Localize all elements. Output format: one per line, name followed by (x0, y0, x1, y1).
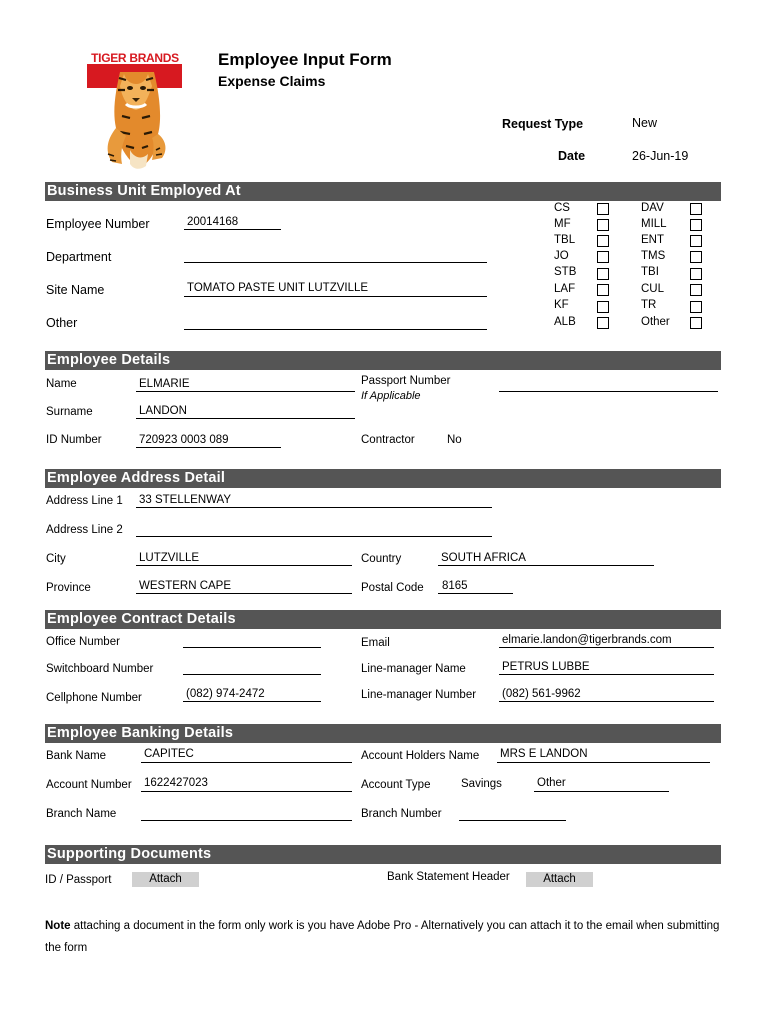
section-contract: Employee Contract Details (45, 610, 721, 629)
unit-label-ent: ENT (641, 234, 664, 246)
unit-checkbox-kf[interactable] (597, 301, 609, 313)
section-employee-details: Employee Details (45, 351, 721, 370)
account-number-underline (141, 791, 352, 792)
site-name-field[interactable]: TOMATO PASTE UNIT LUTZVILLE (187, 282, 369, 294)
postal-code-field[interactable]: 8165 (442, 580, 468, 592)
account-type-other-underline (534, 791, 669, 792)
unit-checkbox-tms[interactable] (690, 251, 702, 263)
email-underline (499, 647, 714, 648)
address-line1-label: Address Line 1 (46, 495, 123, 507)
bank-name-underline (141, 762, 352, 763)
city-underline (136, 565, 352, 566)
employee-number-label: Employee Number (46, 217, 150, 231)
date-value[interactable]: 26-Jun-19 (632, 149, 689, 163)
passport-underline (499, 391, 718, 392)
branch-name-label: Branch Name (46, 808, 117, 820)
form-subtitle: Expense Claims (218, 73, 326, 89)
account-holder-field[interactable]: MRS E LANDON (500, 748, 588, 760)
unit-label-stb: STB (554, 266, 577, 278)
id-number-underline (136, 447, 281, 448)
brand-text: TIGER BRANDS (91, 51, 179, 65)
cellphone-underline (183, 701, 321, 702)
name-field[interactable]: ELMARIE (139, 378, 190, 390)
bank-name-label: Bank Name (46, 750, 107, 762)
id-number-field[interactable]: 720923 0003 089 (139, 434, 229, 446)
office-number-label: Office Number (46, 636, 120, 648)
province-underline (136, 593, 352, 594)
date-label: Date (558, 149, 586, 163)
unit-checkbox-cul[interactable] (690, 284, 702, 296)
account-number-label: Account Number (46, 779, 132, 791)
switchboard-label: Switchboard Number (46, 663, 154, 675)
province-field[interactable]: WESTERN CAPE (139, 580, 232, 592)
contractor-label: Contractor (361, 434, 415, 446)
section-business-unit: Business Unit Employed At (45, 182, 721, 201)
request-type-value[interactable]: New (632, 116, 658, 130)
country-field[interactable]: SOUTH AFRICA (441, 552, 526, 564)
email-label: Email (361, 637, 390, 649)
account-holder-underline (497, 762, 710, 763)
unit-checkbox-tbi[interactable] (690, 268, 702, 280)
surname-label: Surname (46, 406, 93, 418)
account-number-field[interactable]: 1622427023 (144, 777, 208, 789)
branch-number-label: Branch Number (361, 808, 442, 820)
other-underline (184, 329, 487, 330)
unit-label-tms: TMS (641, 250, 666, 262)
department-label: Department (46, 250, 112, 264)
line-manager-number-label: Line-manager Number (361, 689, 477, 701)
country-underline (438, 565, 654, 566)
name-label: Name (46, 378, 77, 390)
note-text: attaching a document in the form only work is you have Adobe Pro - Alternatively you can attach it to the email when submitting the form (45, 920, 720, 954)
city-label: City (46, 553, 66, 565)
unit-label-cs: CS (554, 202, 570, 214)
department-underline (184, 262, 487, 263)
country-label: Country (361, 553, 402, 565)
account-type-label: Account Type (361, 779, 431, 791)
switchboard-underline (183, 674, 321, 675)
account-type-value[interactable]: Savings (461, 778, 502, 790)
line-manager-number-underline (499, 701, 714, 702)
unit-checkbox-jo[interactable] (597, 251, 609, 263)
unit-label-jo: JO (554, 250, 569, 262)
passport-note: If Applicable (361, 390, 421, 402)
address-line2-label: Address Line 2 (46, 524, 123, 536)
unit-checkbox-laf[interactable] (597, 284, 609, 296)
postal-code-label: Postal Code (361, 582, 424, 594)
unit-checkbox-tbl[interactable] (597, 235, 609, 247)
unit-label-tbi: TBI (641, 266, 659, 278)
section-documents: Supporting Documents (45, 845, 721, 864)
site-name-label: Site Name (46, 283, 105, 297)
passport-label: Passport Number (361, 375, 451, 387)
branch-number-underline (459, 820, 566, 821)
id-passport-label: ID / Passport (45, 874, 112, 886)
city-field[interactable]: LUTZVILLE (139, 552, 200, 564)
attach-bank-statement-button[interactable]: Attach (526, 872, 593, 887)
contractor-value[interactable]: No (447, 434, 462, 446)
form-title: Employee Input Form (218, 50, 392, 69)
id-number-label: ID Number (46, 434, 102, 446)
bank-statement-label: Bank Statement Header (387, 871, 510, 883)
tiger-brands-logo (86, 50, 184, 172)
attach-id-button[interactable]: Attach (132, 872, 199, 887)
postal-code-underline (438, 593, 513, 594)
branch-name-underline (141, 820, 352, 821)
account-type-other-field[interactable]: Other (537, 777, 566, 789)
email-field[interactable]: elmarie.landon@tigerbrands.com (502, 634, 672, 646)
unit-label-other: Other (641, 316, 670, 328)
employee-number-underline (184, 229, 281, 230)
line-manager-name-field[interactable]: PETRUS LUBBE (502, 661, 590, 673)
address-line2-underline (136, 536, 492, 537)
note-paragraph (45, 915, 725, 959)
cellphone-label: Cellphone Number (46, 692, 142, 704)
line-manager-name-underline (499, 674, 714, 675)
unit-checkbox-mill[interactable] (690, 219, 702, 231)
address-line1-underline (136, 507, 492, 508)
province-label: Province (46, 582, 91, 594)
unit-checkbox-mf[interactable] (597, 219, 609, 231)
name-underline (136, 391, 355, 392)
line-manager-number-field[interactable]: (082) 561-9962 (502, 688, 581, 700)
other-label: Other (46, 316, 78, 330)
unit-label-tbl: TBL (554, 234, 576, 246)
unit-label-kf: KF (554, 299, 569, 311)
unit-checkbox-stb[interactable] (597, 268, 609, 280)
tiger-logo-graphic (86, 50, 184, 172)
employee-number-field[interactable]: 20014168 (187, 216, 239, 228)
unit-checkbox-other[interactable] (690, 317, 702, 329)
unit-label-mf: MF (554, 218, 571, 230)
account-holder-label: Account Holders Name (361, 750, 480, 762)
surname-field[interactable]: LANDON (139, 405, 187, 417)
unit-label-cul: CUL (641, 283, 665, 295)
cellphone-field[interactable]: (082) 974-2472 (186, 688, 265, 700)
unit-checkbox-dav[interactable] (690, 203, 702, 215)
unit-label-mill: MILL (641, 218, 667, 230)
unit-checkbox-cs[interactable] (597, 203, 609, 215)
address-line1-field[interactable]: 33 STELLENWAY (139, 494, 232, 506)
surname-underline (136, 418, 355, 419)
unit-checkbox-ent[interactable] (690, 235, 702, 247)
line-manager-name-label: Line-manager Name (361, 663, 466, 675)
note-bold: Note (45, 920, 71, 932)
office-number-underline (183, 647, 321, 648)
bank-name-field[interactable]: CAPITEC (144, 748, 194, 760)
unit-checkbox-alb[interactable] (597, 317, 609, 329)
request-type-label: Request Type (502, 117, 584, 131)
site-name-underline (184, 296, 487, 297)
unit-label-laf: LAF (554, 283, 576, 295)
section-address: Employee Address Detail (45, 469, 721, 488)
unit-label-dav: DAV (641, 202, 664, 214)
section-banking: Employee Banking Details (45, 724, 721, 743)
unit-label-alb: ALB (554, 316, 576, 328)
unit-label-tr: TR (641, 299, 657, 311)
unit-checkbox-tr[interactable] (690, 301, 702, 313)
